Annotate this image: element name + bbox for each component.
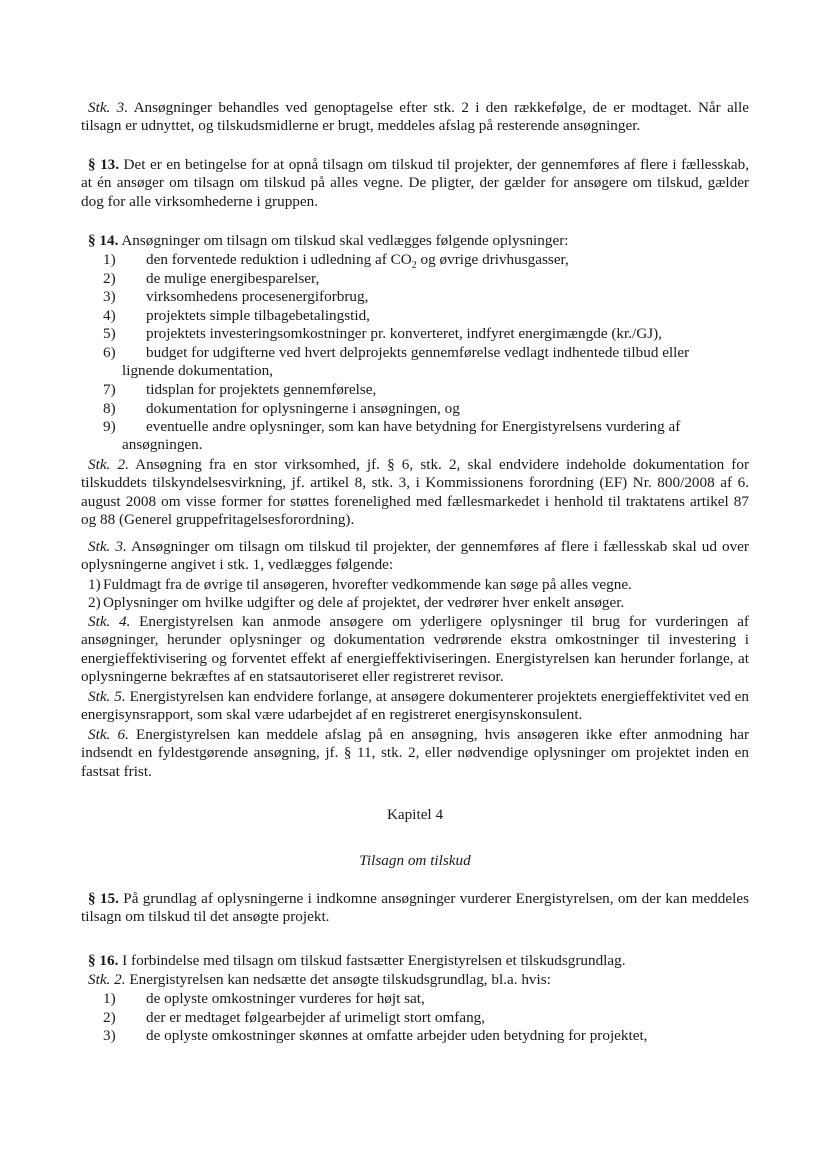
- list-number: 5): [103, 325, 116, 342]
- list-number: 3): [103, 1027, 116, 1044]
- list-text: projektets investeringsomkostninger pr. konverteret, indfyret energimængde (kr./GJ),: [146, 325, 662, 342]
- list-item: [81, 1009, 749, 1027]
- paragraph-text: I forbindelse med tilsagn om tilskud fastsætter Energistyrelsen et tilskudsgrundlag.: [118, 952, 626, 969]
- section-number: § 13.: [88, 156, 120, 173]
- section-number: § 15.: [88, 890, 119, 907]
- list-number: 2): [88, 594, 101, 611]
- paragraph-stk2: [81, 456, 749, 530]
- chapter-subtitle: Tilsagn om tilskud: [359, 852, 471, 869]
- paragraph-text: Energistyrelsen kan anmode ansøgere om yderligere oplysninger til brug for vurderingen af ansøgninger, herunder oplysninger og dokumentation vedrørende ekstra omkostninger til investering i energieffektivisering og forventet effekt af energieffektiviseringen. Energistyrelsen kan herunder forlange, at oplysningerne bekræftes af en statsautoriseret eller registreret revisor.: [81, 613, 749, 686]
- list-item: [81, 990, 749, 1008]
- paragraph-text: Det er en betingelse for at opnå tilsagn om tilskud til projekter, der gennemføres af flere i fællesskab, at én ansøger om tilsagn om tilskud på alles vegne. De pligter, der gælder for ansøgere om tilskud, gælder dog for alle virksomhederne i gruppen.: [81, 156, 750, 210]
- list-item: [81, 270, 749, 288]
- list-text: de mulige energibesparelser,: [146, 270, 320, 287]
- paragraph-text: Energistyrelsen kan endvidere forlange, at ansøgere dokumenterer projektets energieffektivitet ved en energisynsrapport, som skal være udarbejdet af en registreret energisynskonsulent.: [81, 688, 749, 724]
- list-item: [81, 344, 749, 381]
- list-item: [81, 307, 749, 325]
- paragraph-text: Energistyrelsen kan meddele afslag på en ansøgning, hvis ansøgeren ikke efter anmodning har indsendt en fyldestgørende ansøgning, jf. § 11, stk. 2, eller nødvendige oplysninger om projektet inden en fastsat frist.: [81, 726, 749, 780]
- stk-label: Stk. 3.: [88, 99, 129, 116]
- list-text: der er medtaget følgearbejder af urimeligt stort omfang,: [146, 1009, 486, 1026]
- list-number: 1): [88, 576, 101, 593]
- paragraph-text: Ansøgning fra en stor virksomhed, jf. § 6, stk. 2, skal endvidere indeholde dokumentation for tilskuddets tilskyndelsesvirkning, jf. artikel 8, stk. 3, i Kommissionens forordning (EF) Nr. 800/2008 af 6. august 2008 om visse former for støttes forenelighed med fællesmarkedet i henhold til traktatens artikel 87 og 88 (Generel gruppefritagelsesforordning).: [81, 456, 749, 529]
- list-text: dokumentation for oplysningerne i ansøgningen, og: [146, 400, 460, 417]
- stk-label: Stk. 2.: [88, 456, 129, 473]
- paragraph-stk2-s16: [81, 971, 749, 989]
- list-number: 1): [103, 251, 116, 268]
- list-text: de oplyste omkostninger vurderes for højt sat,: [146, 990, 425, 1007]
- paragraph-text: Energistyrelsen kan nedsætte det ansøgte tilskudsgrundlag, bl.a. hvis:: [125, 971, 551, 988]
- list-number: 8): [103, 400, 116, 417]
- list-text: virksomhedens procesenergiforbrug,: [146, 288, 369, 305]
- list-text: Oplysninger om hvilke udgifter og dele af projektet, der vedrører hver enkelt ansøger.: [103, 594, 625, 611]
- section-14: [81, 232, 749, 250]
- stk-label: Stk. 2.: [88, 971, 126, 988]
- list-number: 3): [103, 288, 116, 305]
- stk-label: Stk. 5.: [88, 688, 126, 705]
- paragraph-text: Ansøgninger om tilsagn om tilskud til projekter, der gennemføres af flere i fællesskab skal ud over oplysningerne angivet i stk. 1, vedlægges følgende:: [81, 538, 749, 574]
- paragraph-stk3-intro: [81, 99, 749, 136]
- list-number: 9): [103, 418, 116, 435]
- list-number: 6): [103, 344, 116, 361]
- list-number: 7): [103, 381, 116, 398]
- section-13: [81, 156, 749, 211]
- stk-label: Stk. 6.: [88, 726, 129, 743]
- list-number: 2): [103, 1009, 116, 1026]
- list-text: Fuldmagt fra de øvrige til ansøgeren, hvorefter vedkommende kan søge på alles vegne.: [103, 576, 632, 593]
- list-text: eventuelle andre oplysninger, som kan have betydning for Energistyrelsens vurdering af: [146, 418, 681, 435]
- list-text: de oplyste omkostninger skønnes at omfatte arbejder uden betydning for projektet,: [146, 1027, 648, 1044]
- section-16: [81, 952, 749, 970]
- list-item: [81, 576, 749, 594]
- list-item: [81, 418, 749, 455]
- chapter-title: Kapitel 4: [386, 806, 444, 823]
- list-number: 1): [103, 990, 116, 1007]
- list-number: 4): [103, 307, 116, 324]
- stk-label: Stk. 4.: [88, 613, 131, 630]
- section-15: [81, 890, 749, 927]
- paragraph-stk6: [81, 726, 749, 781]
- stk-label: Stk. 3.: [88, 538, 127, 555]
- list-item: [81, 251, 749, 272]
- list-text: den forventede reduktion i udledning af $CO_2$ og øvrige drivhusgasser,: [146, 251, 569, 272]
- list-text: projektets simple tilbagebetalingstid,: [146, 307, 370, 324]
- paragraph-text: På grundlag af oplysningerne i indkomne ansøgninger vurderer Energistyrelsen, om der kan meddeles tilsagn om tilskud til det ansøgte projekt.: [81, 890, 749, 926]
- list-item: [81, 381, 749, 399]
- list-item: [81, 400, 749, 418]
- paragraph-stk4: [81, 613, 749, 687]
- list-text: tidsplan for projektets gennemførelse,: [146, 381, 377, 398]
- list-text: budget for udgifterne ved hvert delprojekts gennemførelse vedlagt indhentede tilbud eller: [146, 344, 690, 361]
- section-number: § 14.: [88, 232, 119, 249]
- list-item: [81, 1027, 749, 1045]
- section-number: § 16.: [88, 952, 119, 969]
- list-item: [81, 325, 749, 343]
- paragraph-stk3: [81, 538, 749, 575]
- list-text-continued: ansøgningen.: [122, 436, 203, 454]
- list-item: [81, 288, 749, 306]
- paragraph-text: Ansøgninger behandles ved genoptagelse efter stk. 2 i den rækkefølge, de er modtaget. Når alle tilsagn er udnyttet, og tilskudsmidlerne er brugt, meddeles afslag på resterende ansøgninger.: [81, 99, 749, 135]
- list-item: [81, 594, 749, 612]
- paragraph-stk5: [81, 688, 749, 725]
- paragraph-text: Ansøgninger om tilsagn om tilskud skal vedlægges følgende oplysninger:: [118, 232, 569, 249]
- list-number: 2): [103, 270, 116, 287]
- list-text-continued: lignende dokumentation,: [122, 362, 273, 380]
